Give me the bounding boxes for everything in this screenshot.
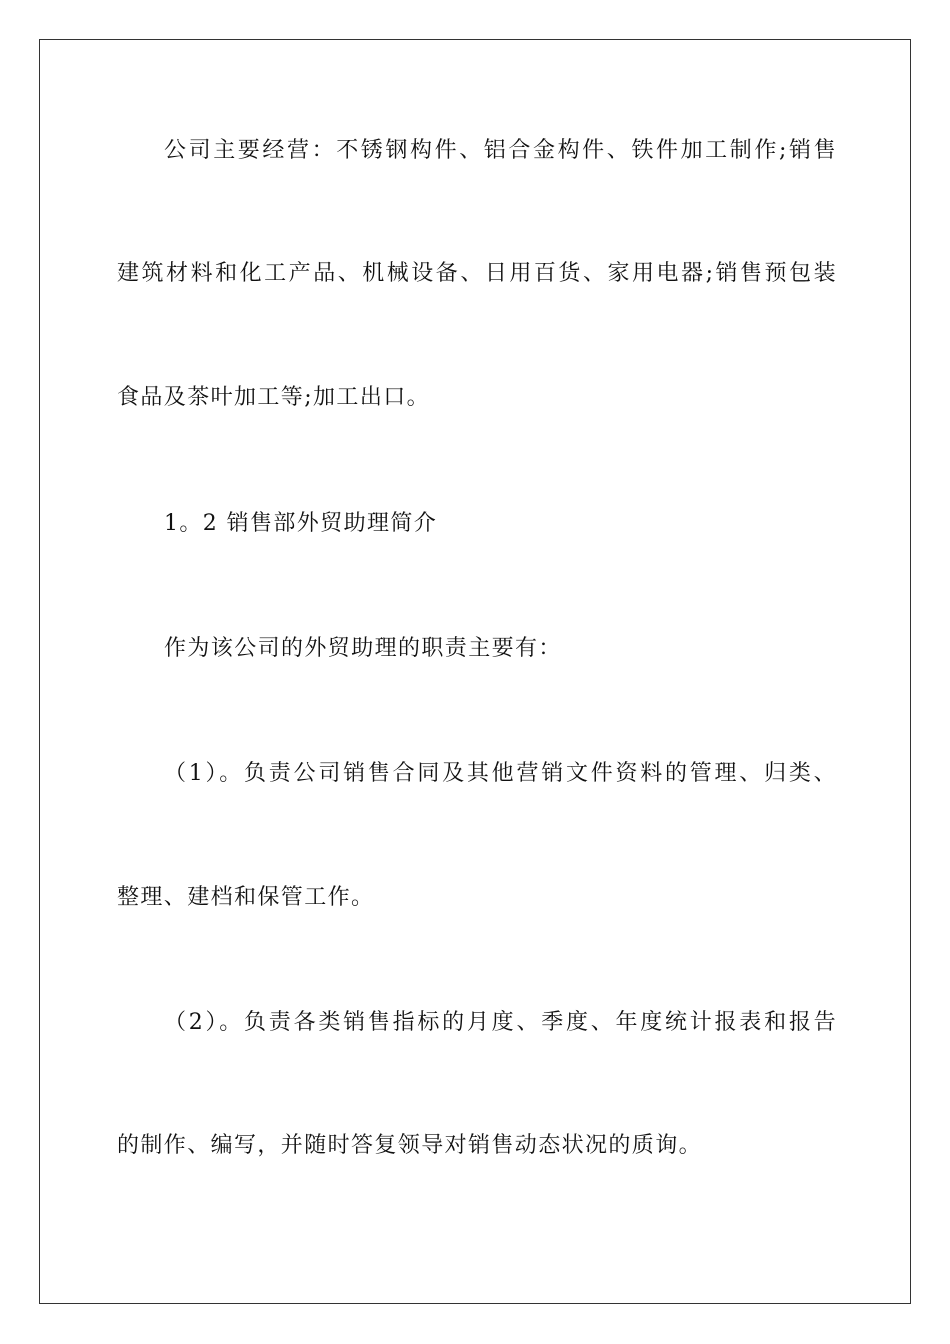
paragraph-1-line-3: 食品及茶叶加工等;加工出口。 xyxy=(117,385,431,410)
duty-2-line-1: （2）。负责各类销售指标的月度、季度、年度统计报表和报告 xyxy=(164,1010,837,1035)
duty-1-line-2: 整理、建档和保管工作。 xyxy=(117,885,375,910)
paragraph-1-line-2: 建筑材料和化工产品、机械设备、日用百货、家用电器;销售预包装 xyxy=(117,261,837,286)
paragraph-1-line-1: 公司主要经营：不锈钢构件、铝合金构件、铁件加工制作;销售 xyxy=(164,138,837,163)
page-border xyxy=(39,39,911,1304)
duty-2-line-2: 的制作、编写，并随时答复领导对销售动态状况的质询。 xyxy=(117,1133,703,1158)
section-heading: 1。2 销售部外贸助理简介 xyxy=(164,511,438,536)
duty-1-line-1: （1）。负责公司销售合同及其他营销文件资料的管理、归类、 xyxy=(164,761,837,786)
paragraph-2-line-1: 作为该公司的外贸助理的职责主要有： xyxy=(164,636,562,661)
